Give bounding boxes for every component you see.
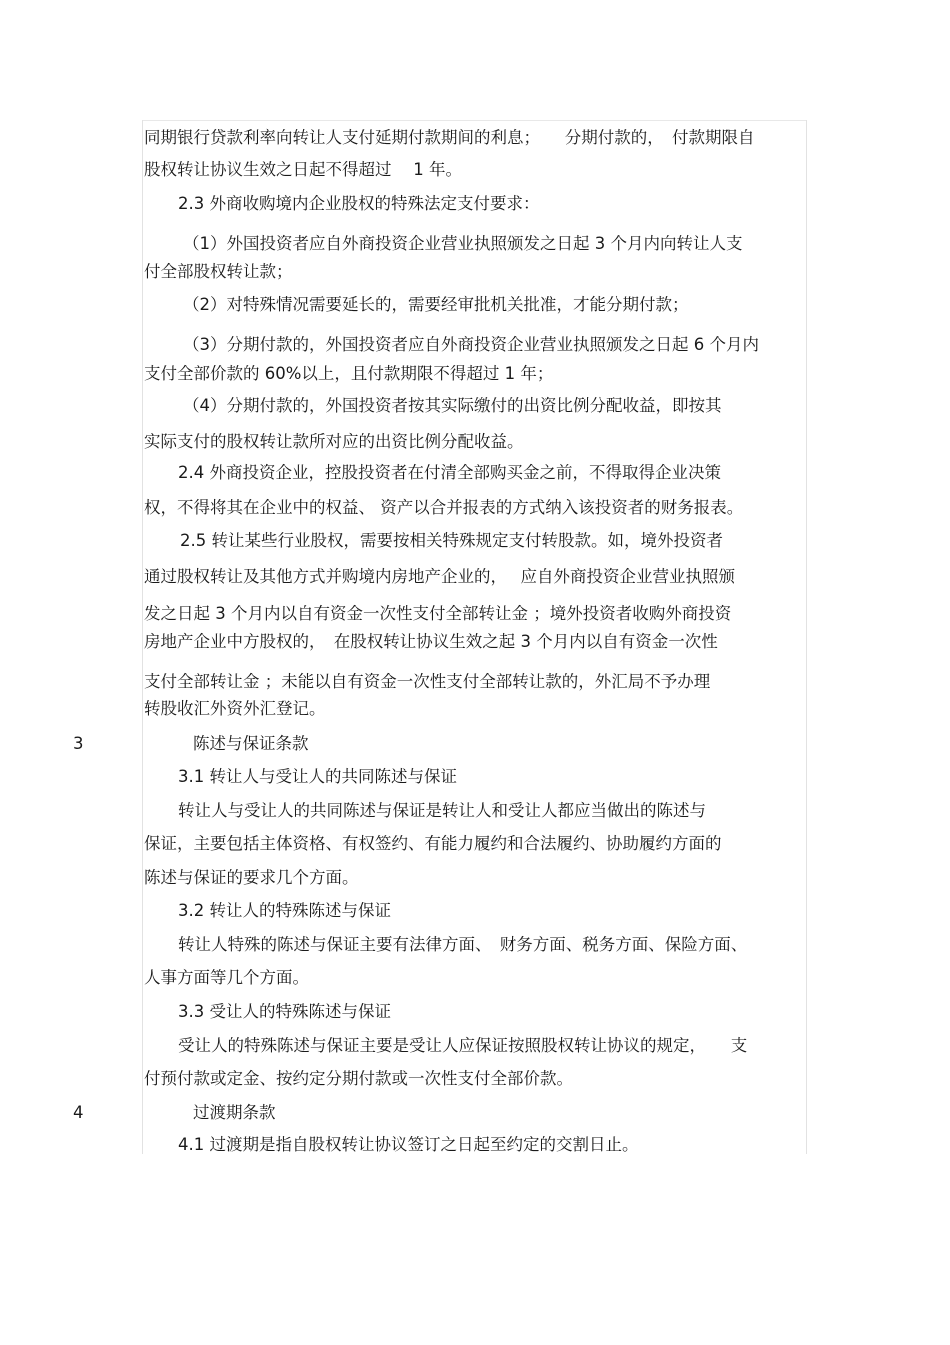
subsection-heading: 2.3 外商收购境内企业股权的特殊法定支付要求： — [178, 194, 540, 213]
text-line: 付预付款或定金、按约定分期付款或一次性支付全部价款。 — [144, 1069, 573, 1088]
page-frame-right — [806, 120, 807, 1154]
text-line: 发之日起 3 个月内以自有资金一次性支付全部转让金 ；境外投资者收购外商投资 — [144, 604, 732, 623]
text-line: （2）对特殊情况需要延长的，需要经审批机关批准，才能分期付款； — [183, 295, 689, 314]
text-line: 保证，主要包括主体资格、有权签约、有能力履约和合法履约、协助履约方面的 — [144, 834, 722, 853]
subsection-heading: 3.3 受让人的特殊陈述与保证 — [178, 1002, 391, 1021]
text-line: 2.4 外商投资企业，控股投资者在付清全部购买金之前，不得取得企业决策 — [178, 463, 721, 482]
subsection-heading: 3.1 转让人与受让人的共同陈述与保证 — [178, 767, 457, 786]
text-line: 实际支付的股权转让款所对应的出资比例分配收益。 — [144, 432, 524, 451]
page-frame-top — [142, 120, 807, 121]
subsection-heading: 4.1 过渡期是指自股权转让协议签订之日起至约定的交割日止。 — [178, 1135, 639, 1154]
section-heading: 过渡期条款 — [193, 1103, 276, 1122]
text-line: 支付全部价款的 60%以上，且付款期限不得超过 1 年； — [144, 364, 554, 383]
text-line: 付全部股权转让款； — [144, 262, 293, 281]
text-line: 通过股权转让及其他方式并购境内房地产企业的， 应自外商投资企业营业执照颁 — [144, 567, 735, 586]
text-line: （3）分期付款的，外国投资者应自外商投资企业营业执照颁发之日起 6 个月内 — [183, 335, 759, 354]
text-line: 转让人特殊的陈述与保证主要有法律方面、 财务方面、税务方面、保险方面、 — [178, 935, 748, 954]
page-frame-left — [142, 120, 143, 1154]
text-line: （1）外国投资者应自外商投资企业营业执照颁发之日起 3 个月内向转让人支 — [183, 234, 743, 253]
text-line: 房地产企业中方股权的， 在股权转让协议生效之起 3 个月内以自有资金一次性 — [144, 632, 718, 651]
subsection-heading: 3.2 转让人的特殊陈述与保证 — [178, 901, 391, 920]
section-heading: 陈述与保证条款 — [193, 734, 309, 753]
text-line: 股权转让协议生效之日起不得超过 1 年。 — [144, 160, 462, 179]
text-line: 人事方面等几个方面。 — [144, 968, 309, 987]
text-line: 转让人与受让人的共同陈述与保证是转让人和受让人都应当做出的陈述与 — [178, 801, 706, 820]
section-number: 4 — [73, 1103, 84, 1122]
text-line: 2.5 转让某些行业股权，需要按相关特殊规定支付转股款。如，境外投资者 — [180, 531, 723, 550]
text-line: 受让人的特殊陈述与保证主要是受让人应保证按照股权转让协议的规定， 支 — [178, 1036, 748, 1055]
text-line: 权，不得将其在企业中的权益、 资产以合并报表的方式纳入该投资者的财务报表。 — [144, 498, 744, 517]
section-number: 3 — [73, 734, 84, 753]
text-line: （4）分期付款的，外国投资者按其实际缴付的出资比例分配收益，即按其 — [183, 396, 722, 415]
text-line: 同期银行贷款利率向转让人支付延期付款期间的利息； 分期付款的， 付款期限自 — [144, 128, 755, 147]
text-line: 陈述与保证的要求几个方面。 — [144, 868, 359, 887]
text-line: 支付全部转让金 ；未能以自有资金一次性支付全部转让款的，外汇局不予办理 — [144, 672, 711, 691]
text-line: 转股收汇外资外汇登记。 — [144, 699, 326, 718]
